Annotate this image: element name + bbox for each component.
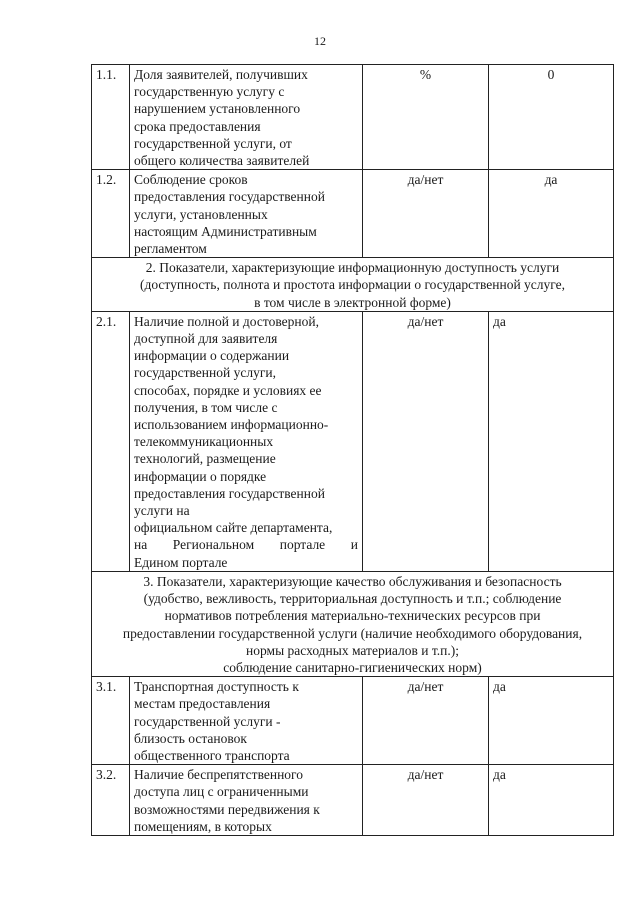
table-row <box>92 311 614 571</box>
text-line: Транспортная доступность к <box>134 679 299 695</box>
text-line: Соблюдение сроков <box>134 172 248 188</box>
text-line: Доля заявителей, получивших <box>134 67 308 82</box>
text-line: регламентом <box>134 241 207 257</box>
row-number: 3.2. <box>92 765 130 836</box>
text-line: предоставления государственной <box>134 485 325 501</box>
text-line: Наличие беспрепятственного <box>134 767 304 783</box>
indicators-table <box>91 64 614 836</box>
indicator-name <box>130 765 363 836</box>
section-heading-row <box>92 571 614 676</box>
text-line: предоставлении государственной услуги (наличие необходимого оборудования, <box>122 625 583 641</box>
text-line: информации о содержании <box>134 348 290 364</box>
unit-cell: да/нет <box>363 677 489 765</box>
text-line: 2. Показатели, характеризующие информационную доступность услуги <box>145 260 560 276</box>
text-line: предоставления государственной <box>134 189 325 205</box>
text-line: услуги на <box>134 503 190 519</box>
text-line: в том числе в электронной форме) <box>254 294 451 310</box>
text-line: использованием информационно- <box>134 417 329 433</box>
row-number: 1.1. <box>92 65 130 170</box>
row-number: 3.1. <box>92 677 130 765</box>
section-heading <box>92 258 614 312</box>
text-line: информации о порядке <box>134 468 267 484</box>
text-line: Едином портале <box>134 554 228 570</box>
table-row <box>92 65 614 170</box>
section-heading-row <box>92 258 614 312</box>
unit-cell: да/нет <box>363 170 489 258</box>
section-heading <box>92 571 614 676</box>
indicator-name <box>130 677 363 765</box>
text-line: официальном сайте департамента, <box>134 520 333 536</box>
text-line: государственной услуги, <box>134 365 276 381</box>
text-line: нормы расходных материалов и т.п.); <box>246 642 459 658</box>
text-line: государственной услуги, от <box>134 135 292 151</box>
text-line: возможностями передвижения к <box>134 801 320 817</box>
text-line: телекоммуникационных <box>134 434 274 450</box>
text-line: государственную услугу с <box>134 84 285 100</box>
table-row <box>92 170 614 258</box>
value-cell: да <box>489 677 614 765</box>
unit-cell: да/нет <box>363 765 489 836</box>
text-line: услуги, установленных <box>134 206 268 222</box>
text-line: (удобство, вежливость, территориальная доступность и т.п.; соблюдение <box>143 591 562 607</box>
row-number: 1.2. <box>92 170 130 258</box>
value-cell: да <box>489 311 614 571</box>
text-line: нарушением установленного <box>134 101 301 117</box>
text-line: доступной для заявителя <box>134 331 278 347</box>
text-line: нормативов потребления материально-технических ресурсов при <box>164 608 541 624</box>
text-line: помещениям, в которых <box>134 818 272 834</box>
value-cell: 0 <box>489 65 614 170</box>
indicator-name <box>130 170 363 258</box>
unit-cell: да/нет <box>363 311 489 571</box>
text-line: на Региональном портале и <box>134 537 358 553</box>
text-line: получения, в том числе с <box>134 399 278 415</box>
text-line: государственной услуги - <box>134 713 281 729</box>
page-number: 12 <box>314 34 326 48</box>
text-line: близость остановок <box>134 730 247 746</box>
row-number: 2.1. <box>92 311 130 571</box>
text-line: местам предоставления <box>134 696 271 712</box>
text-line: 3. Показатели, характеризующие качество обслуживания и безопасность <box>143 573 562 589</box>
text-line: соблюдение санитарно-гигиенических норм) <box>223 659 482 675</box>
indicator-name <box>130 311 363 571</box>
text-line: доступа лиц с ограниченными <box>134 784 309 800</box>
value-cell: да <box>489 765 614 836</box>
unit-cell: % <box>363 65 489 170</box>
indicator-name <box>130 65 363 170</box>
text-line: Наличие полной и достоверной, <box>134 313 319 329</box>
text-line: (доступность, полнота и простота информации о государственной услуге, <box>139 277 566 293</box>
text-line: способах, порядке и условиях ее <box>134 382 322 398</box>
text-line: срока предоставления <box>134 118 261 134</box>
text-line: общественного транспорта <box>134 747 290 763</box>
text-line: технологий, размещение <box>134 451 276 467</box>
value-cell: да <box>489 170 614 258</box>
table-row <box>92 765 614 836</box>
table-row <box>92 677 614 765</box>
text-line: общего количества заявителей <box>134 153 310 169</box>
text-line: настоящим Административным <box>134 223 317 239</box>
